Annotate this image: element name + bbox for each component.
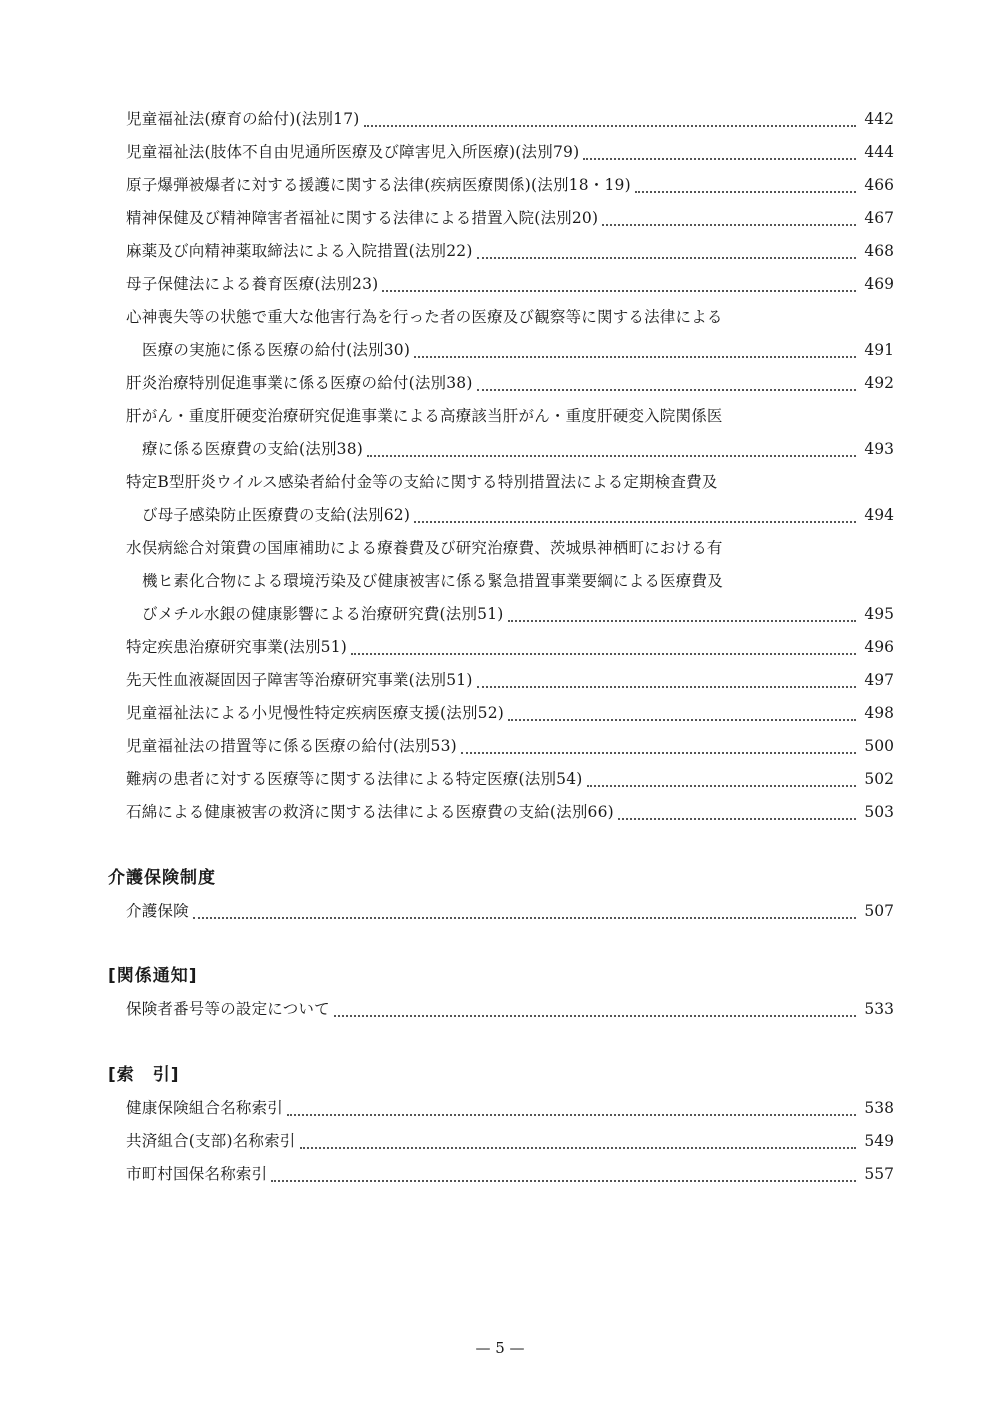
toc-entry-page: 493 bbox=[864, 440, 894, 458]
leader-dots bbox=[414, 356, 856, 358]
toc-entry[interactable] bbox=[142, 599, 894, 629]
toc-entry-page: 549 bbox=[864, 1132, 894, 1150]
toc-entry-title: 介護保険 bbox=[126, 902, 189, 920]
toc-entry-title: 医療の実施に係る医療の給付(法別30) bbox=[142, 341, 411, 359]
toc-entry-title: 共済組合(支部)名称索引 bbox=[126, 1132, 296, 1150]
toc-entry[interactable] bbox=[126, 104, 894, 134]
leader-dots bbox=[300, 1147, 857, 1149]
section-heading: 介護保険制度 bbox=[108, 868, 216, 888]
toc-entry-title: 児童福祉法による小児慢性特定疾病医療支援(法別52) bbox=[126, 704, 505, 722]
leader-dots bbox=[367, 455, 856, 457]
section-heading: [索 引] bbox=[108, 1065, 180, 1085]
toc-entry[interactable] bbox=[126, 203, 894, 233]
leader-dots bbox=[583, 158, 856, 160]
leader-dots bbox=[461, 752, 856, 754]
toc-entry-line: 水俣病総合対策費の国庫補助による療養費及び研究治療費、茨城県神栖町における有 bbox=[126, 539, 723, 557]
toc-entry-page: 503 bbox=[864, 803, 894, 821]
leader-dots bbox=[618, 818, 856, 820]
toc-entry[interactable] bbox=[126, 1126, 894, 1156]
toc-entry-title: 児童福祉法(療育の給付)(法別17) bbox=[126, 110, 360, 128]
leader-dots bbox=[508, 620, 856, 622]
toc-entry[interactable] bbox=[126, 731, 894, 761]
page-number: — 5 — bbox=[475, 1339, 525, 1357]
toc-entry-page: 444 bbox=[864, 143, 894, 161]
toc-entry[interactable] bbox=[126, 1159, 894, 1189]
toc-entry-page: 495 bbox=[864, 605, 894, 623]
leader-dots bbox=[334, 1015, 856, 1017]
toc-entry[interactable] bbox=[126, 269, 894, 299]
toc-entry-page: 467 bbox=[864, 209, 894, 227]
leader-dots bbox=[351, 653, 856, 655]
toc-entry-line: 機ヒ素化合物による環境汚染及び健康被害に係る緊急措置事業要綱による医療費及 bbox=[142, 572, 723, 590]
toc-entry-title: 児童福祉法(肢体不自由児通所医療及び障害児入所医療)(法別79) bbox=[126, 143, 580, 161]
toc-entry-page: 469 bbox=[864, 275, 894, 293]
toc-entry[interactable] bbox=[126, 896, 894, 926]
toc-entry-page: 502 bbox=[864, 770, 894, 788]
toc-entry[interactable] bbox=[126, 797, 894, 827]
toc-entry[interactable] bbox=[142, 500, 894, 530]
leader-dots bbox=[477, 257, 856, 259]
toc-entry-title: 母子保健法による養育医療(法別23) bbox=[126, 275, 379, 293]
toc-entry-title: 原子爆弾被爆者に対する援護に関する法律(疾病医療関係)(法別18・19) bbox=[126, 176, 631, 194]
leader-dots bbox=[193, 917, 856, 919]
toc-entry-title: 石綿による健康被害の救済に関する法律による医療費の支給(法別66) bbox=[126, 803, 614, 821]
leader-dots bbox=[477, 686, 856, 688]
toc-entry-page: 538 bbox=[864, 1099, 894, 1117]
toc-entry-page: 494 bbox=[864, 506, 894, 524]
leader-dots bbox=[477, 389, 856, 391]
toc-entry-page: 442 bbox=[864, 110, 894, 128]
toc-entry-page: 557 bbox=[864, 1165, 894, 1183]
leader-dots bbox=[635, 191, 856, 193]
toc-entry[interactable] bbox=[126, 764, 894, 794]
toc-entry-page: 500 bbox=[864, 737, 894, 755]
toc-entry-line: 特定B型肝炎ウイルス感染者給付金等の支給に関する特別措置法による定期検査費及 bbox=[126, 473, 718, 491]
leader-dots bbox=[587, 785, 856, 787]
toc-entry-line: 肝がん・重度肝硬変治療研究促進事業による高療該当肝がん・重度肝硬変入院関係医 bbox=[126, 407, 723, 425]
leader-dots bbox=[364, 125, 856, 127]
toc-entry[interactable] bbox=[126, 994, 894, 1024]
toc-entry[interactable] bbox=[126, 632, 894, 662]
section-heading: [関係通知] bbox=[108, 966, 198, 986]
leader-dots bbox=[414, 521, 856, 523]
toc-entry[interactable] bbox=[126, 170, 894, 200]
toc-entry-title: 市町村国保名称索引 bbox=[126, 1165, 268, 1183]
toc-entry-title: 麻薬及び向精神薬取締法による入院措置(法別22) bbox=[126, 242, 473, 260]
toc-entry-title: 療に係る医療費の支給(法別38) bbox=[142, 440, 364, 458]
toc-entry-title: 保険者番号等の設定について bbox=[126, 1000, 330, 1018]
toc-entry-page: 496 bbox=[864, 638, 894, 656]
toc-entry[interactable] bbox=[126, 368, 894, 398]
toc-entry-title: び母子感染防止医療費の支給(法別62) bbox=[142, 506, 411, 524]
leader-dots bbox=[271, 1180, 856, 1182]
toc-entry[interactable] bbox=[126, 236, 894, 266]
toc-entry[interactable] bbox=[142, 434, 894, 464]
leader-dots bbox=[287, 1114, 856, 1116]
toc-entry-page: 466 bbox=[864, 176, 894, 194]
toc-entry[interactable] bbox=[126, 698, 894, 728]
leader-dots bbox=[508, 719, 856, 721]
toc-entry-title: 先天性血液凝固因子障害等治療研究事業(法別51) bbox=[126, 671, 473, 689]
toc-entry-page: 498 bbox=[864, 704, 894, 722]
toc-entry-page: 507 bbox=[864, 902, 894, 920]
toc-entry-page: 468 bbox=[864, 242, 894, 260]
toc-entry[interactable] bbox=[126, 137, 894, 167]
toc-entry[interactable] bbox=[126, 1093, 894, 1123]
leader-dots bbox=[602, 224, 856, 226]
toc-entry-title: 肝炎治療特別促進事業に係る医療の給付(法別38) bbox=[126, 374, 473, 392]
toc-entry-page: 497 bbox=[864, 671, 894, 689]
toc-entry-page: 533 bbox=[864, 1000, 894, 1018]
toc-entry-page: 491 bbox=[864, 341, 894, 359]
leader-dots bbox=[382, 290, 856, 292]
toc-entry-line: 心神喪失等の状態で重大な他害行為を行った者の医療及び観察等に関する法律による bbox=[126, 308, 723, 326]
toc-entry-title: 難病の患者に対する医療等に関する法律による特定医療(法別54) bbox=[126, 770, 583, 788]
toc-entry[interactable] bbox=[126, 665, 894, 695]
toc-entry-title: びメチル水銀の健康影響による治療研究費(法別51) bbox=[142, 605, 504, 623]
toc-entry-page: 492 bbox=[864, 374, 894, 392]
toc-entry-title: 精神保健及び精神障害者福祉に関する法律による措置入院(法別20) bbox=[126, 209, 599, 227]
toc-entry-title: 健康保険組合名称索引 bbox=[126, 1099, 284, 1117]
toc-entry-title: 児童福祉法の措置等に係る医療の給付(法別53) bbox=[126, 737, 457, 755]
toc-entry-title: 特定疾患治療研究事業(法別51) bbox=[126, 638, 348, 656]
toc-entry[interactable] bbox=[142, 335, 894, 365]
